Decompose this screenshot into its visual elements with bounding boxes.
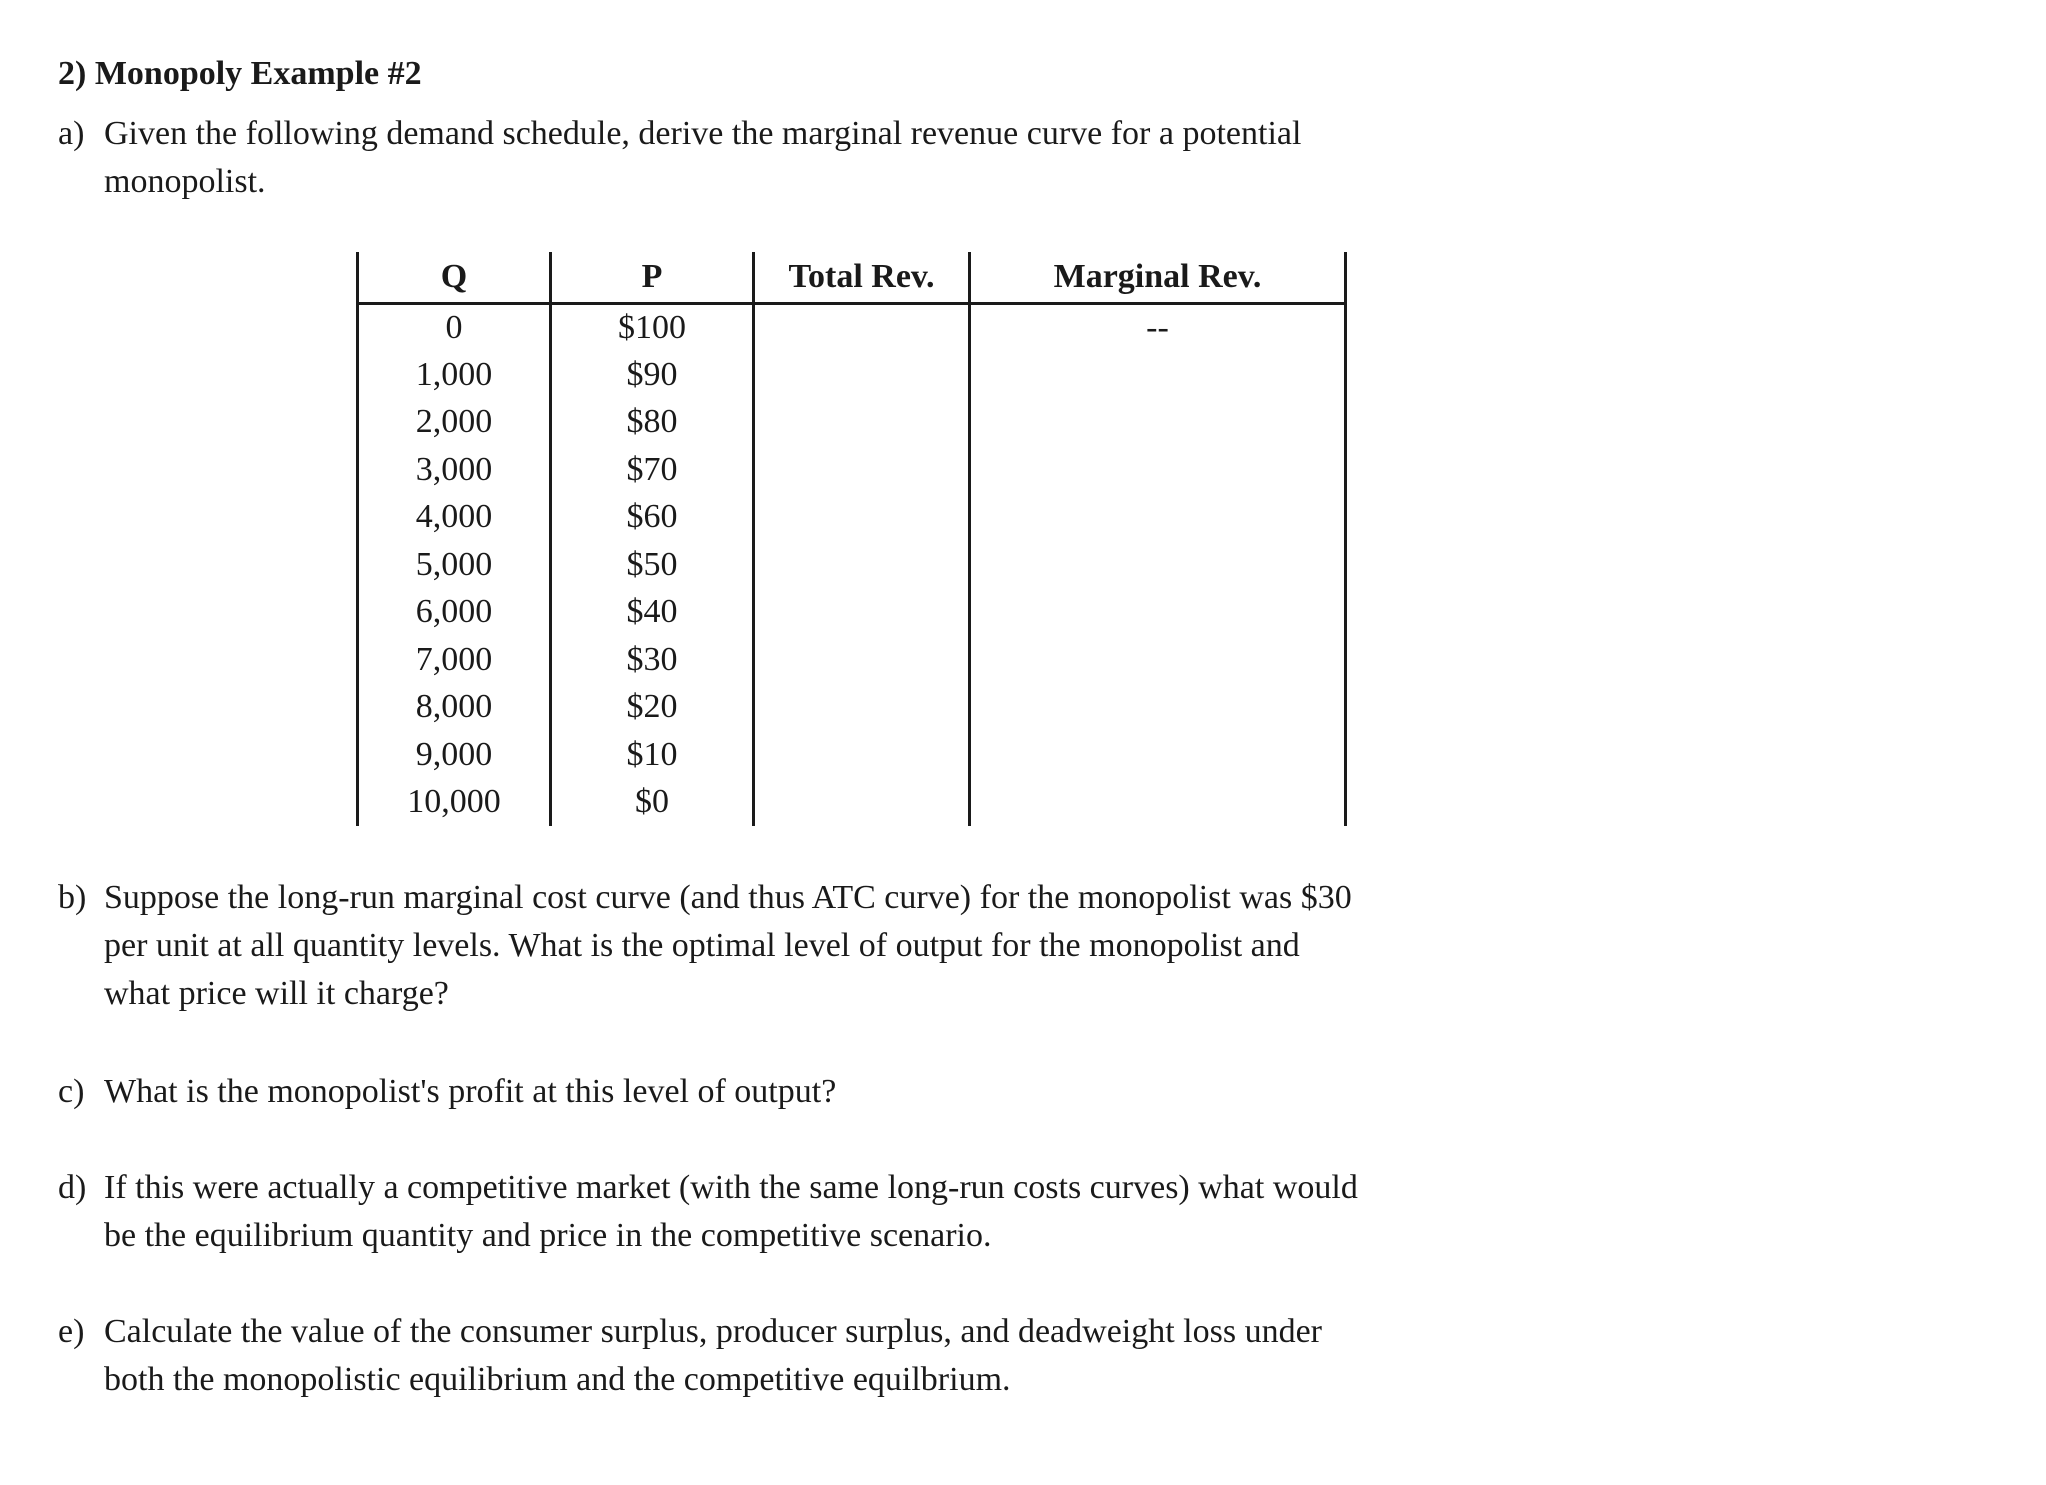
cell-q: 10,000	[358, 779, 551, 827]
cell-q: 3,000	[358, 446, 551, 494]
cell-marginal-rev	[970, 589, 1346, 637]
cell-marginal-rev	[970, 684, 1346, 732]
header-marginal-rev: Marginal Rev.	[970, 252, 1346, 304]
cell-total-rev	[754, 636, 970, 684]
cell-q: 7,000	[358, 636, 551, 684]
table-row	[358, 636, 1346, 684]
table-row	[358, 731, 1346, 779]
table-row	[358, 541, 1346, 589]
table-row	[358, 399, 1346, 447]
cell-p: $30	[551, 636, 754, 684]
header-q: Q	[358, 252, 551, 304]
demand-schedule-table	[356, 252, 1347, 826]
question-d	[58, 1164, 1558, 1260]
question-text-line: Given the following demand schedule, derive the marginal revenue curve for a potential	[104, 115, 1302, 152]
question-text-line: per unit at all quantity levels. What is the optimal level of output for the monopolist and	[104, 927, 1300, 964]
question-text-line: If this were actually a competitive market (with the same long-run costs curves) what would	[104, 1169, 1358, 1206]
cell-p: $0	[551, 779, 754, 827]
cell-q: 9,000	[358, 731, 551, 779]
question-text-line: Calculate the value of the consumer surplus, producer surplus, and deadweight loss under	[104, 1313, 1323, 1350]
table-row	[358, 304, 1346, 352]
question-text-line: Suppose the long-run marginal cost curve (and thus ATC curve) for the monopolist was $30	[104, 879, 1352, 916]
table-header-row	[358, 252, 1346, 304]
table-row	[358, 494, 1346, 542]
cell-marginal-rev	[970, 541, 1346, 589]
table-row	[358, 589, 1346, 637]
cell-q: 6,000	[358, 589, 551, 637]
cell-q: 5,000	[358, 541, 551, 589]
question-b	[58, 874, 1558, 1018]
cell-p: $100	[551, 304, 754, 352]
cell-marginal-rev: --	[970, 304, 1346, 352]
cell-p: $60	[551, 494, 754, 542]
cell-total-rev	[754, 304, 970, 352]
table-row	[358, 351, 1346, 399]
cell-marginal-rev	[970, 494, 1346, 542]
cell-p: $90	[551, 351, 754, 399]
question-label: b)	[58, 879, 87, 916]
cell-p: $80	[551, 399, 754, 447]
cell-total-rev	[754, 399, 970, 447]
question-label: a)	[58, 115, 85, 152]
question-text-line: be the equilibrium quantity and price in the competitive scenario.	[104, 1217, 992, 1254]
cell-p: $20	[551, 684, 754, 732]
table-row	[358, 779, 1346, 827]
cell-marginal-rev	[970, 399, 1346, 447]
cell-total-rev	[754, 351, 970, 399]
cell-p: $10	[551, 731, 754, 779]
question-text-line: both the monopolistic equilibrium and the competitive equilbrium.	[104, 1361, 1011, 1398]
page-title: 2) Monopoly Example #2	[58, 55, 422, 92]
cell-marginal-rev	[970, 779, 1346, 827]
question-e	[58, 1308, 1558, 1404]
cell-q: 2,000	[358, 399, 551, 447]
question-label: d)	[58, 1169, 87, 1206]
question-text-line: what price will it charge?	[104, 975, 449, 1012]
cell-marginal-rev	[970, 636, 1346, 684]
cell-total-rev	[754, 731, 970, 779]
table-row	[358, 446, 1346, 494]
question-label: e)	[58, 1313, 85, 1350]
question-c	[58, 1068, 1558, 1116]
question-text-line: What is the monopolist's profit at this level of output?	[104, 1073, 837, 1110]
cell-total-rev	[754, 589, 970, 637]
cell-total-rev	[754, 494, 970, 542]
cell-q: 0	[358, 304, 551, 352]
question-a	[58, 110, 1558, 206]
cell-marginal-rev	[970, 351, 1346, 399]
cell-total-rev	[754, 541, 970, 589]
cell-marginal-rev	[970, 446, 1346, 494]
header-p: P	[551, 252, 754, 304]
question-label: c)	[58, 1073, 85, 1110]
cell-marginal-rev	[970, 731, 1346, 779]
cell-q: 8,000	[358, 684, 551, 732]
cell-total-rev	[754, 684, 970, 732]
question-text-line: monopolist.	[104, 163, 266, 200]
cell-p: $40	[551, 589, 754, 637]
cell-q: 4,000	[358, 494, 551, 542]
cell-total-rev	[754, 446, 970, 494]
cell-p: $70	[551, 446, 754, 494]
cell-p: $50	[551, 541, 754, 589]
header-total-rev: Total Rev.	[754, 252, 970, 304]
cell-total-rev	[754, 779, 970, 827]
table-row	[358, 684, 1346, 732]
cell-q: 1,000	[358, 351, 551, 399]
